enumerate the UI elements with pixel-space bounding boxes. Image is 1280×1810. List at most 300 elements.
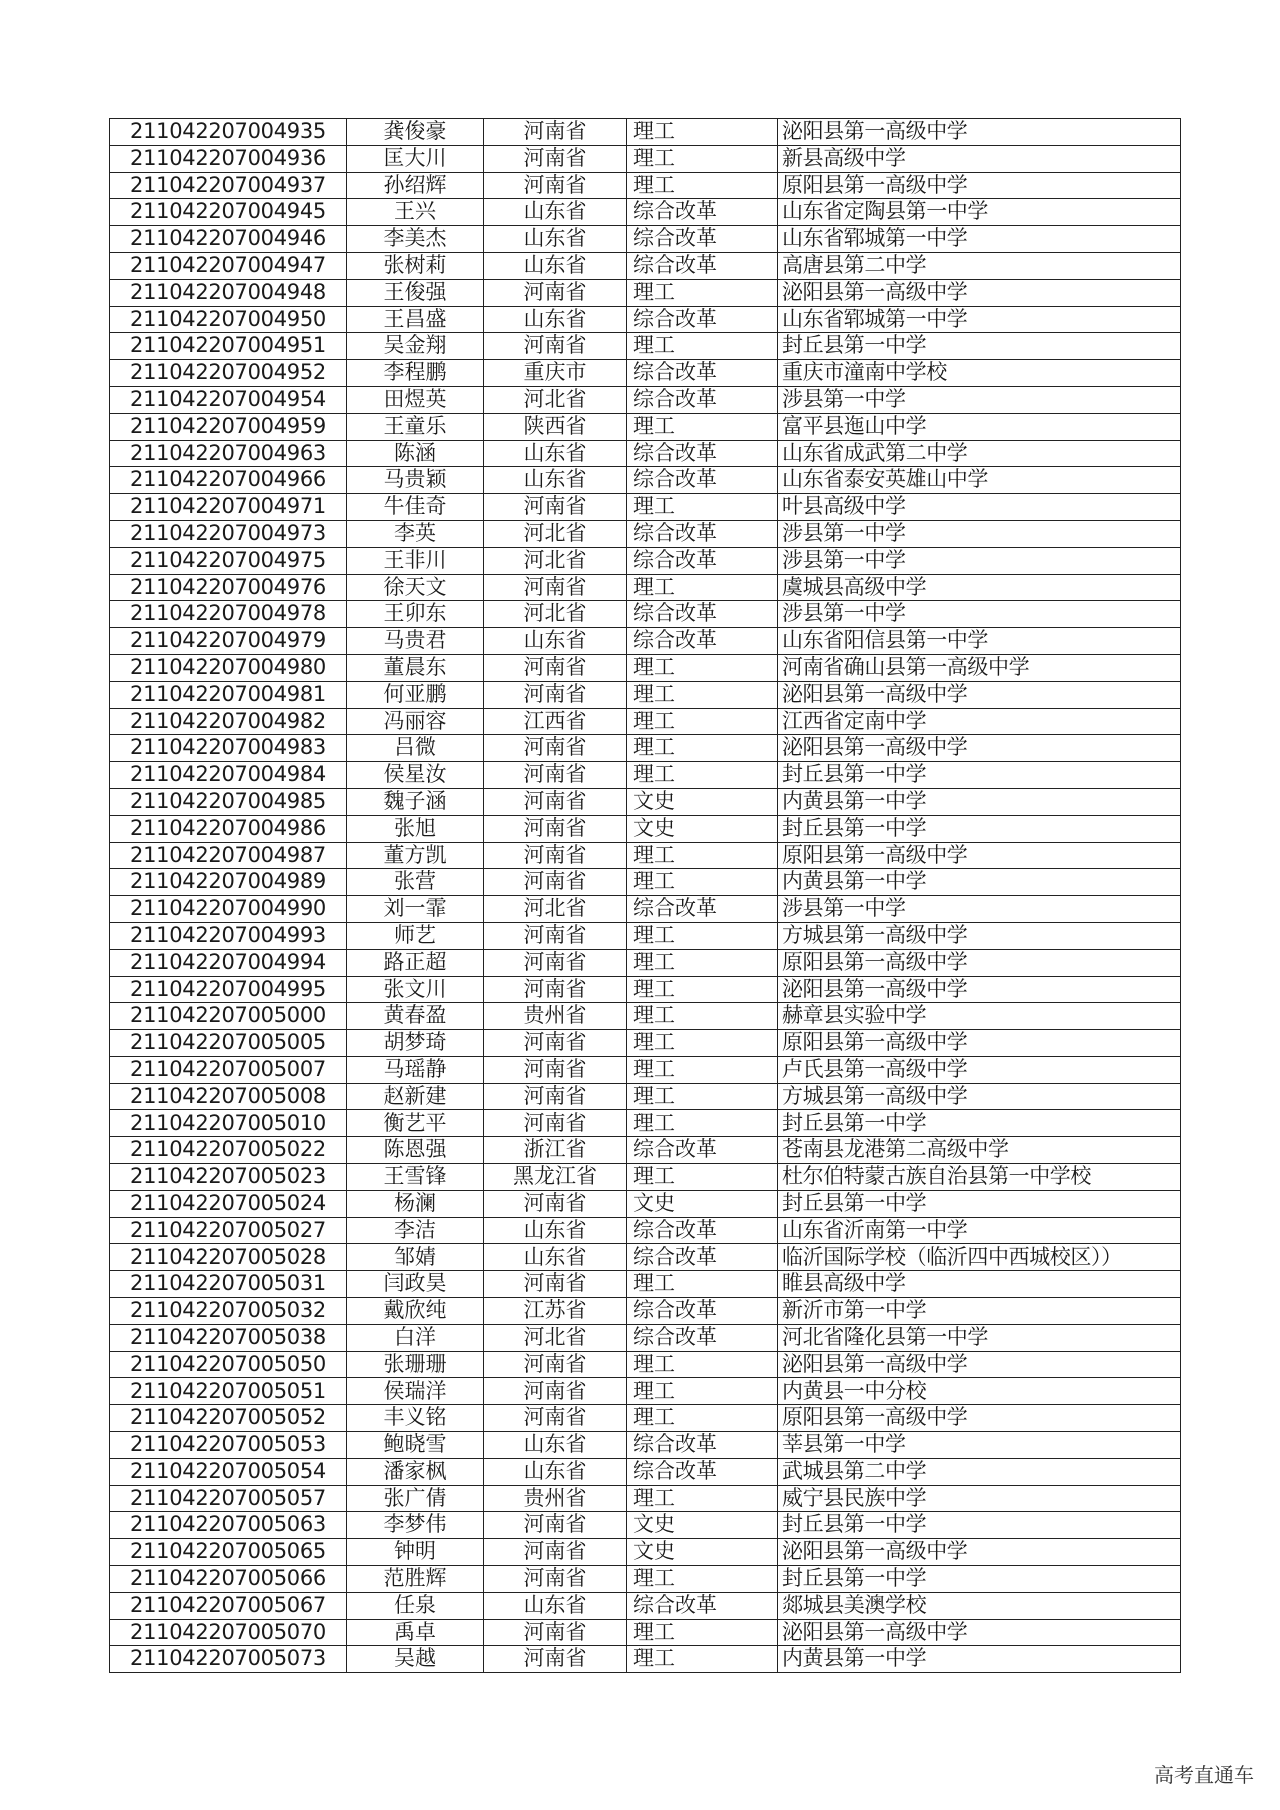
school-cell: 睢县高级中学 [778, 1271, 1181, 1298]
student-name-cell: 张营 [347, 869, 484, 896]
table-row [110, 1458, 1181, 1485]
category-cell: 综合改革 [627, 199, 778, 226]
student-id-cell: 211042207004952 [110, 360, 347, 387]
category-cell: 理工 [627, 708, 778, 735]
student-name-cell: 吕微 [347, 735, 484, 762]
table-row [110, 333, 1181, 360]
school-cell: 新沂市第一中学 [778, 1298, 1181, 1325]
table-row [110, 1298, 1181, 1325]
school-cell: 富平县迤山中学 [778, 413, 1181, 440]
student-id-cell: 211042207005053 [110, 1432, 347, 1459]
student-id-cell: 211042207005051 [110, 1378, 347, 1405]
student-name-cell: 王昌盛 [347, 306, 484, 333]
province-cell: 河南省 [484, 1110, 627, 1137]
table-row [110, 1351, 1181, 1378]
category-cell: 综合改革 [627, 547, 778, 574]
table-row [110, 1110, 1181, 1137]
province-cell: 河南省 [484, 1619, 627, 1646]
province-cell: 贵州省 [484, 1485, 627, 1512]
table-row [110, 306, 1181, 333]
school-cell: 叶县高级中学 [778, 494, 1181, 521]
table-row [110, 1217, 1181, 1244]
school-cell: 泌阳县第一高级中学 [778, 279, 1181, 306]
table-row [110, 494, 1181, 521]
student-id-cell: 211042207004985 [110, 788, 347, 815]
student-name-cell: 陈涵 [347, 440, 484, 467]
category-cell: 理工 [627, 1405, 778, 1432]
school-cell: 原阳县第一高级中学 [778, 842, 1181, 869]
student-id-cell: 211042207004986 [110, 815, 347, 842]
student-id-cell: 211042207004980 [110, 654, 347, 681]
school-cell: 涉县第一中学 [778, 547, 1181, 574]
student-id-cell: 211042207004935 [110, 119, 347, 146]
table-row [110, 1432, 1181, 1459]
province-cell: 河北省 [484, 601, 627, 628]
category-cell: 理工 [627, 574, 778, 601]
province-cell: 河南省 [484, 145, 627, 172]
province-cell: 山东省 [484, 226, 627, 253]
province-cell: 河北省 [484, 386, 627, 413]
school-cell: 原阳县第一高级中学 [778, 172, 1181, 199]
student-name-cell: 李洁 [347, 1217, 484, 1244]
category-cell: 综合改革 [627, 1298, 778, 1325]
province-cell: 河北省 [484, 1324, 627, 1351]
student-id-cell: 211042207005067 [110, 1592, 347, 1619]
student-id-cell: 211042207005010 [110, 1110, 347, 1137]
category-cell: 综合改革 [627, 1217, 778, 1244]
category-cell: 综合改革 [627, 1432, 778, 1459]
student-id-cell: 211042207005057 [110, 1485, 347, 1512]
student-id-cell: 211042207005065 [110, 1539, 347, 1566]
table-row [110, 1646, 1181, 1673]
table-row [110, 1244, 1181, 1271]
student-id-cell: 211042207004994 [110, 949, 347, 976]
school-cell: 内黄县第一中学 [778, 788, 1181, 815]
student-id-cell: 211042207005032 [110, 1298, 347, 1325]
category-cell: 理工 [627, 976, 778, 1003]
student-name-cell: 马贵君 [347, 628, 484, 655]
student-id-cell: 211042207004987 [110, 842, 347, 869]
school-cell: 山东省成武第二中学 [778, 440, 1181, 467]
category-cell: 综合改革 [627, 628, 778, 655]
student-name-cell: 丰义铭 [347, 1405, 484, 1432]
table-row [110, 896, 1181, 923]
student-name-cell: 赵新建 [347, 1083, 484, 1110]
school-cell: 涉县第一中学 [778, 896, 1181, 923]
category-cell: 综合改革 [627, 1592, 778, 1619]
school-cell: 封丘县第一中学 [778, 1512, 1181, 1539]
school-cell: 原阳县第一高级中学 [778, 1030, 1181, 1057]
table-row [110, 681, 1181, 708]
student-id-cell: 211042207004978 [110, 601, 347, 628]
province-cell: 江苏省 [484, 1298, 627, 1325]
category-cell: 理工 [627, 922, 778, 949]
student-id-cell: 211042207004945 [110, 199, 347, 226]
student-id-cell: 211042207004936 [110, 145, 347, 172]
table-row [110, 1592, 1181, 1619]
province-cell: 河南省 [484, 1271, 627, 1298]
table-row [110, 386, 1181, 413]
student-name-cell: 田煜英 [347, 386, 484, 413]
school-cell: 苍南县龙港第二高级中学 [778, 1137, 1181, 1164]
category-cell: 综合改革 [627, 601, 778, 628]
table-row [110, 708, 1181, 735]
school-cell: 山东省沂南第一中学 [778, 1217, 1181, 1244]
province-cell: 河北省 [484, 520, 627, 547]
school-cell: 涉县第一中学 [778, 520, 1181, 547]
student-name-cell: 张广倩 [347, 1485, 484, 1512]
school-cell: 莘县第一中学 [778, 1432, 1181, 1459]
student-name-cell: 张旭 [347, 815, 484, 842]
student-name-cell: 禹卓 [347, 1619, 484, 1646]
student-name-cell: 侯瑞洋 [347, 1378, 484, 1405]
table-row [110, 1324, 1181, 1351]
province-cell: 河南省 [484, 1539, 627, 1566]
category-cell: 综合改革 [627, 252, 778, 279]
student-name-cell: 衡艺平 [347, 1110, 484, 1137]
school-cell: 杜尔伯特蒙古族自治县第一中学校 [778, 1164, 1181, 1191]
category-cell: 综合改革 [627, 1324, 778, 1351]
category-cell: 理工 [627, 1164, 778, 1191]
school-cell: 泌阳县第一高级中学 [778, 735, 1181, 762]
category-cell: 文史 [627, 1512, 778, 1539]
table-row [110, 922, 1181, 949]
category-cell: 理工 [627, 1083, 778, 1110]
category-cell: 综合改革 [627, 306, 778, 333]
table-row [110, 547, 1181, 574]
student-id-cell: 211042207005007 [110, 1056, 347, 1083]
table-row [110, 869, 1181, 896]
province-cell: 山东省 [484, 1244, 627, 1271]
school-cell: 泌阳县第一高级中学 [778, 1539, 1181, 1566]
province-cell: 山东省 [484, 1458, 627, 1485]
student-name-cell: 潘家枫 [347, 1458, 484, 1485]
student-name-cell: 王雪锋 [347, 1164, 484, 1191]
school-cell: 山东省定陶县第一中学 [778, 199, 1181, 226]
province-cell: 重庆市 [484, 360, 627, 387]
table-row [110, 1190, 1181, 1217]
student-id-cell: 211042207005000 [110, 1003, 347, 1030]
province-cell: 河南省 [484, 949, 627, 976]
student-id-cell: 211042207004982 [110, 708, 347, 735]
student-id-cell: 211042207004946 [110, 226, 347, 253]
student-name-cell: 白洋 [347, 1324, 484, 1351]
table-row [110, 413, 1181, 440]
province-cell: 河南省 [484, 1566, 627, 1593]
student-name-cell: 陈恩强 [347, 1137, 484, 1164]
student-name-cell: 王兴 [347, 199, 484, 226]
roster-body [110, 119, 1181, 1673]
province-cell: 山东省 [484, 306, 627, 333]
province-cell: 河南省 [484, 735, 627, 762]
student-name-cell: 刘一霏 [347, 896, 484, 923]
student-name-cell: 张文川 [347, 976, 484, 1003]
student-name-cell: 戴欣纯 [347, 1298, 484, 1325]
table-row [110, 1378, 1181, 1405]
watermark-text: 高考直通车 [1154, 1763, 1254, 1787]
province-cell: 河南省 [484, 976, 627, 1003]
category-cell: 理工 [627, 1056, 778, 1083]
table-row [110, 788, 1181, 815]
student-name-cell: 邹婧 [347, 1244, 484, 1271]
student-id-cell: 211042207005073 [110, 1646, 347, 1673]
province-cell: 河南省 [484, 842, 627, 869]
category-cell: 理工 [627, 172, 778, 199]
category-cell: 理工 [627, 1646, 778, 1673]
province-cell: 河南省 [484, 681, 627, 708]
school-cell: 内黄县第一中学 [778, 1646, 1181, 1673]
student-name-cell: 杨澜 [347, 1190, 484, 1217]
table-row [110, 1405, 1181, 1432]
student-id-cell: 211042207004975 [110, 547, 347, 574]
school-cell: 江西省定南中学 [778, 708, 1181, 735]
student-id-cell: 211042207004951 [110, 333, 347, 360]
school-cell: 山东省郓城第一中学 [778, 306, 1181, 333]
table-row [110, 654, 1181, 681]
category-cell: 理工 [627, 869, 778, 896]
student-id-cell: 211042207004983 [110, 735, 347, 762]
category-cell: 理工 [627, 735, 778, 762]
table-row [110, 172, 1181, 199]
province-cell: 河南省 [484, 279, 627, 306]
category-cell: 综合改革 [627, 520, 778, 547]
school-cell: 虞城县高级中学 [778, 574, 1181, 601]
school-cell: 泌阳县第一高级中学 [778, 1619, 1181, 1646]
table-row [110, 574, 1181, 601]
province-cell: 山东省 [484, 1217, 627, 1244]
table-row [110, 815, 1181, 842]
student-id-cell: 211042207005052 [110, 1405, 347, 1432]
school-cell: 山东省阳信县第一中学 [778, 628, 1181, 655]
category-cell: 综合改革 [627, 1458, 778, 1485]
province-cell: 河南省 [484, 1030, 627, 1057]
category-cell: 综合改革 [627, 440, 778, 467]
table-row [110, 1030, 1181, 1057]
province-cell: 山东省 [484, 628, 627, 655]
student-id-cell: 211042207004981 [110, 681, 347, 708]
school-cell: 河北省隆化县第一中学 [778, 1324, 1181, 1351]
school-cell: 封丘县第一中学 [778, 1110, 1181, 1137]
school-cell: 内黄县第一中学 [778, 869, 1181, 896]
school-cell: 山东省郓城第一中学 [778, 226, 1181, 253]
category-cell: 理工 [627, 1619, 778, 1646]
student-name-cell: 何亚鹏 [347, 681, 484, 708]
table-row [110, 1056, 1181, 1083]
province-cell: 山东省 [484, 440, 627, 467]
category-cell: 理工 [627, 1003, 778, 1030]
student-name-cell: 徐天文 [347, 574, 484, 601]
category-cell: 理工 [627, 333, 778, 360]
category-cell: 理工 [627, 279, 778, 306]
table-row [110, 1619, 1181, 1646]
student-name-cell: 王童乐 [347, 413, 484, 440]
school-cell: 封丘县第一中学 [778, 762, 1181, 789]
student-id-cell: 211042207005028 [110, 1244, 347, 1271]
student-name-cell: 匡大川 [347, 145, 484, 172]
student-name-cell: 冯丽容 [347, 708, 484, 735]
student-id-cell: 211042207005008 [110, 1083, 347, 1110]
school-cell: 重庆市潼南中学校 [778, 360, 1181, 387]
province-cell: 河南省 [484, 333, 627, 360]
province-cell: 河南省 [484, 1405, 627, 1432]
province-cell: 河南省 [484, 119, 627, 146]
student-id-cell: 211042207004947 [110, 252, 347, 279]
school-cell: 武城县第二中学 [778, 1458, 1181, 1485]
category-cell: 理工 [627, 1351, 778, 1378]
table-row [110, 440, 1181, 467]
school-cell: 泌阳县第一高级中学 [778, 976, 1181, 1003]
province-cell: 河南省 [484, 1378, 627, 1405]
category-cell: 理工 [627, 494, 778, 521]
student-name-cell: 钟明 [347, 1539, 484, 1566]
student-name-cell: 李英 [347, 520, 484, 547]
table-row [110, 1164, 1181, 1191]
province-cell: 河北省 [484, 547, 627, 574]
table-row [110, 145, 1181, 172]
student-id-cell: 211042207005063 [110, 1512, 347, 1539]
school-cell: 方城县第一高级中学 [778, 1083, 1181, 1110]
student-name-cell: 牛佳奇 [347, 494, 484, 521]
student-id-cell: 211042207004990 [110, 896, 347, 923]
student-name-cell: 张珊珊 [347, 1351, 484, 1378]
province-cell: 河南省 [484, 1351, 627, 1378]
category-cell: 综合改革 [627, 360, 778, 387]
category-cell: 理工 [627, 413, 778, 440]
student-id-cell: 211042207004963 [110, 440, 347, 467]
school-cell: 涉县第一中学 [778, 386, 1181, 413]
category-cell: 理工 [627, 1378, 778, 1405]
table-row [110, 360, 1181, 387]
table-row [110, 1271, 1181, 1298]
category-cell: 理工 [627, 119, 778, 146]
school-cell: 封丘县第一中学 [778, 333, 1181, 360]
table-row [110, 199, 1181, 226]
table-row [110, 1539, 1181, 1566]
category-cell: 文史 [627, 1190, 778, 1217]
table-row [110, 520, 1181, 547]
student-id-cell: 211042207004973 [110, 520, 347, 547]
table-row [110, 1003, 1181, 1030]
student-id-cell: 211042207004976 [110, 574, 347, 601]
student-id-cell: 211042207004937 [110, 172, 347, 199]
student-id-cell: 211042207004950 [110, 306, 347, 333]
student-id-cell: 211042207005027 [110, 1217, 347, 1244]
province-cell: 山东省 [484, 199, 627, 226]
student-id-cell: 211042207004954 [110, 386, 347, 413]
student-name-cell: 李程鹏 [347, 360, 484, 387]
category-cell: 文史 [627, 1539, 778, 1566]
student-id-cell: 211042207005070 [110, 1619, 347, 1646]
table-row [110, 949, 1181, 976]
student-name-cell: 孙绍辉 [347, 172, 484, 199]
student-name-cell: 吴金翔 [347, 333, 484, 360]
student-name-cell: 王卯东 [347, 601, 484, 628]
student-name-cell: 张树莉 [347, 252, 484, 279]
school-cell: 郯城县美澳学校 [778, 1592, 1181, 1619]
school-cell: 封丘县第一中学 [778, 1566, 1181, 1593]
student-id-cell: 211042207004959 [110, 413, 347, 440]
table-row [110, 252, 1181, 279]
category-cell: 综合改革 [627, 386, 778, 413]
table-row [110, 119, 1181, 146]
student-name-cell: 龚俊豪 [347, 119, 484, 146]
school-cell: 卢氏县第一高级中学 [778, 1056, 1181, 1083]
student-id-cell: 211042207005005 [110, 1030, 347, 1057]
school-cell: 新县高级中学 [778, 145, 1181, 172]
table-row [110, 1083, 1181, 1110]
school-cell: 涉县第一中学 [778, 601, 1181, 628]
province-cell: 黑龙江省 [484, 1164, 627, 1191]
province-cell: 河南省 [484, 1083, 627, 1110]
student-id-cell: 211042207004971 [110, 494, 347, 521]
table-row [110, 226, 1181, 253]
province-cell: 河南省 [484, 869, 627, 896]
student-id-cell: 211042207004989 [110, 869, 347, 896]
student-id-cell: 211042207004993 [110, 922, 347, 949]
student-id-cell: 211042207004979 [110, 628, 347, 655]
category-cell: 理工 [627, 145, 778, 172]
category-cell: 理工 [627, 1030, 778, 1057]
category-cell: 理工 [627, 1271, 778, 1298]
school-cell: 泌阳县第一高级中学 [778, 1351, 1181, 1378]
school-cell: 临沂国际学校（临沂四中西城校区）） [778, 1244, 1181, 1271]
category-cell: 综合改革 [627, 467, 778, 494]
table-row [110, 1512, 1181, 1539]
category-cell: 综合改革 [627, 1244, 778, 1271]
student-id-cell: 211042207005024 [110, 1190, 347, 1217]
school-cell: 威宁县民族中学 [778, 1485, 1181, 1512]
student-name-cell: 胡梦琦 [347, 1030, 484, 1057]
table-row [110, 1137, 1181, 1164]
province-cell: 贵州省 [484, 1003, 627, 1030]
school-cell: 封丘县第一中学 [778, 815, 1181, 842]
school-cell: 原阳县第一高级中学 [778, 1405, 1181, 1432]
province-cell: 河南省 [484, 815, 627, 842]
student-name-cell: 师艺 [347, 922, 484, 949]
category-cell: 综合改革 [627, 1137, 778, 1164]
student-id-cell: 211042207005038 [110, 1324, 347, 1351]
province-cell: 河南省 [484, 654, 627, 681]
table-row [110, 1485, 1181, 1512]
province-cell: 山东省 [484, 252, 627, 279]
province-cell: 河南省 [484, 494, 627, 521]
table-row [110, 762, 1181, 789]
category-cell: 综合改革 [627, 226, 778, 253]
province-cell: 河南省 [484, 1056, 627, 1083]
student-id-cell: 211042207005031 [110, 1271, 347, 1298]
province-cell: 浙江省 [484, 1137, 627, 1164]
school-cell: 河南省确山县第一高级中学 [778, 654, 1181, 681]
category-cell: 文史 [627, 788, 778, 815]
student-id-cell: 211042207005050 [110, 1351, 347, 1378]
student-name-cell: 闫政昊 [347, 1271, 484, 1298]
province-cell: 河南省 [484, 922, 627, 949]
student-name-cell: 董晨东 [347, 654, 484, 681]
province-cell: 山东省 [484, 467, 627, 494]
student-name-cell: 董方凯 [347, 842, 484, 869]
student-name-cell: 马瑶静 [347, 1056, 484, 1083]
province-cell: 河南省 [484, 172, 627, 199]
student-name-cell: 范胜辉 [347, 1566, 484, 1593]
category-cell: 理工 [627, 654, 778, 681]
province-cell: 河北省 [484, 896, 627, 923]
student-name-cell: 路正超 [347, 949, 484, 976]
student-name-cell: 王非川 [347, 547, 484, 574]
province-cell: 陕西省 [484, 413, 627, 440]
province-cell: 河南省 [484, 1512, 627, 1539]
student-id-cell: 211042207005054 [110, 1458, 347, 1485]
student-name-cell: 李美杰 [347, 226, 484, 253]
